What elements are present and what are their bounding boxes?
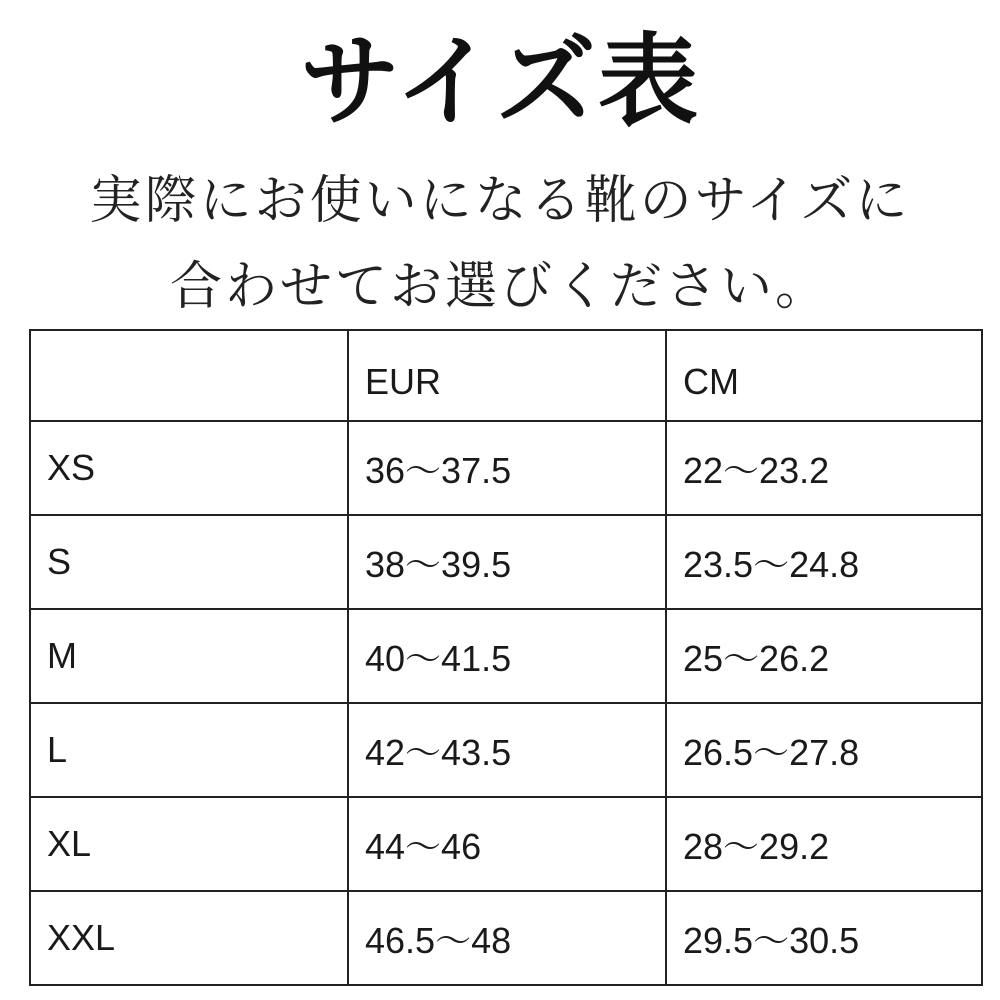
- subtitle-line-1: 実際にお使いになる靴のサイズに: [89, 171, 911, 231]
- cm-cell: 28〜29.2: [666, 797, 982, 891]
- size-cell: XS: [30, 421, 348, 515]
- table-row: [30, 703, 982, 797]
- page-title: サイズ表: [300, 23, 700, 140]
- table-row: [30, 891, 982, 985]
- cm-cell: 29.5〜30.5: [666, 891, 982, 985]
- size-cell: L: [30, 703, 348, 797]
- cm-cell: 25〜26.2: [666, 609, 982, 703]
- header-cell-eur: EUR: [348, 330, 666, 421]
- cm-cell: 22〜23.2: [666, 421, 982, 515]
- table-row: [30, 515, 982, 609]
- table-row: [30, 797, 982, 891]
- eur-cell: 44〜46: [348, 797, 666, 891]
- size-cell: XL: [30, 797, 348, 891]
- eur-cell: 46.5〜48: [348, 891, 666, 985]
- table-row: [30, 421, 982, 515]
- cm-cell: 23.5〜24.8: [666, 515, 982, 609]
- eur-cell: 38〜39.5: [348, 515, 666, 609]
- table-header-row: [30, 330, 982, 421]
- header-cell-size: [30, 330, 348, 421]
- table-row: [30, 609, 982, 703]
- subtitle-line-2: 合わせてお選びください。: [169, 257, 830, 317]
- eur-cell: 42〜43.5: [348, 703, 666, 797]
- eur-cell: 36〜37.5: [348, 421, 666, 515]
- size-table: [29, 329, 983, 986]
- size-cell: XXL: [30, 891, 348, 985]
- size-cell: M: [30, 609, 348, 703]
- cm-cell: 26.5〜27.8: [666, 703, 982, 797]
- header-cell-cm: CM: [666, 330, 982, 421]
- eur-cell: 40〜41.5: [348, 609, 666, 703]
- size-cell: S: [30, 515, 348, 609]
